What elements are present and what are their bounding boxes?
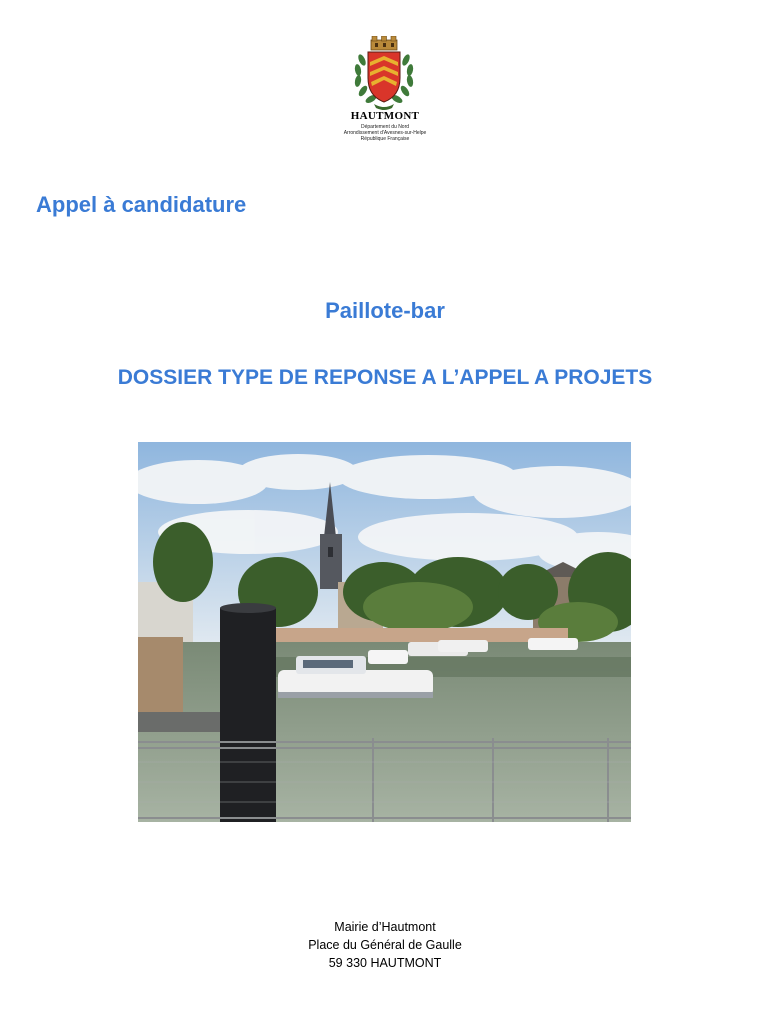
town-crest-logo [348, 36, 420, 112]
marina-photo [138, 442, 631, 822]
town-sub-line: Département du Nord [360, 124, 410, 130]
mural-crown-icon [371, 36, 397, 50]
address-block [0, 918, 770, 972]
address-line: Place du Général de Gaulle [308, 938, 462, 952]
dossier-title: DOSSIER TYPE DE REPONSE A L’APPEL A PROJETS [117, 366, 653, 389]
town-sub-line: Arrondissement d'Avesnes-sur-Helpe [343, 130, 427, 136]
town-sub-line: République Française [360, 136, 410, 142]
address-line: Mairie d’Hautmont [334, 920, 436, 934]
town-name: HAUTMONT [350, 110, 420, 122]
call-title: Appel à candidature [36, 192, 247, 217]
subject-title: Paillote-bar [325, 298, 445, 323]
shield-icon [368, 52, 400, 102]
address-line: 59 330 HAUTMONT [328, 956, 442, 970]
